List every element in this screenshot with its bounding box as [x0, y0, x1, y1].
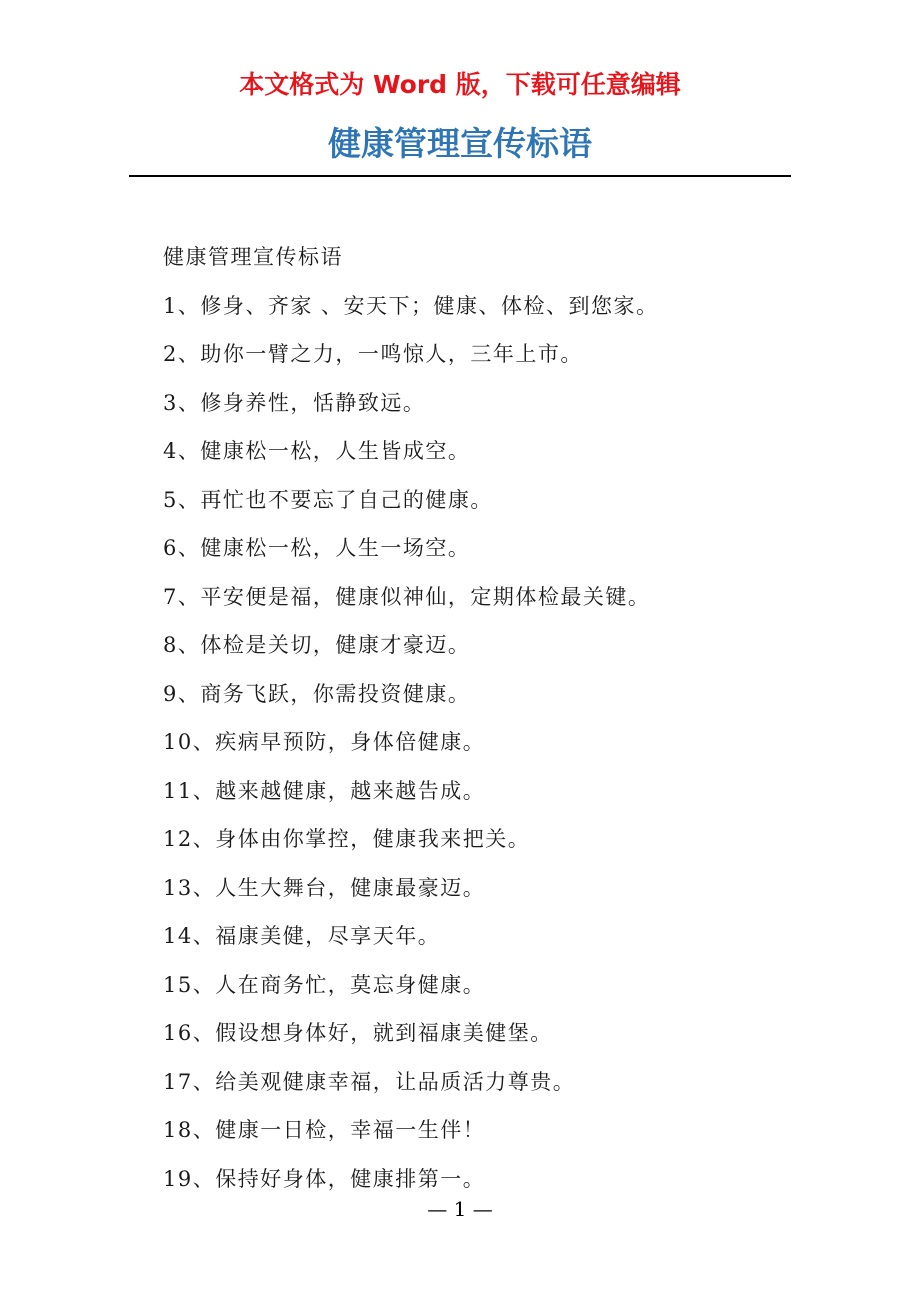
slogan-item: 10、疾病早预防，身体倍健康。: [163, 730, 486, 754]
slogan-item: 16、假设想身体好，就到福康美健堡。: [163, 1021, 553, 1045]
document-title: 健康管理宣传标语: [328, 124, 592, 163]
slogan-item: 1、修身、齐家 、安天下；健康、体检、到您家。: [163, 293, 659, 318]
slogan-item: 5、再忙也不要忘了自己的健康。: [163, 487, 493, 512]
document-body: [163, 233, 803, 1203]
slogan-item: 17、给美观健康幸福，让品质活力尊贵。: [163, 1069, 576, 1094]
slogan-item: 8、体检是关切，健康才豪迈。: [163, 633, 471, 657]
slogan-item: 19、保持好身体，健康排第一。: [163, 1166, 486, 1191]
slogan-item: 9、商务飞跃，你需投资健康。: [163, 681, 471, 706]
slogan-item: 3、修身养性，恬静致远。: [163, 390, 426, 415]
page-number: — 1 —: [427, 1197, 493, 1221]
slogan-item: 11、越来越健康，越来越告成。: [163, 778, 486, 803]
slogan-item: 12、身体由你掌控，健康我来把关。: [163, 827, 531, 851]
body-subtitle: 健康管理宣传标语: [163, 245, 343, 269]
slogan-item: 15、人在商务忙，莫忘身健康。: [163, 972, 486, 997]
edit-notice: 本文格式为 Word 版，下载可任意编辑: [239, 70, 681, 99]
slogan-item: 2、助你一臂之力，一鸣惊人，三年上市。: [163, 342, 583, 366]
slogan-item: 7、平安便是福，健康似神仙，定期体检最关键。: [163, 584, 651, 609]
slogan-item: 6、健康松一松，人生一场空。: [163, 536, 471, 560]
slogan-item: 14、福康美健，尽享天年。: [163, 924, 441, 948]
slogan-item: 18、健康一日检，幸福一生伴！: [163, 1118, 486, 1142]
title-divider: [129, 175, 791, 177]
slogan-item: 4、健康松一松，人生皆成空。: [163, 439, 471, 463]
slogan-item: 13、人生大舞台，健康最豪迈。: [163, 875, 486, 900]
